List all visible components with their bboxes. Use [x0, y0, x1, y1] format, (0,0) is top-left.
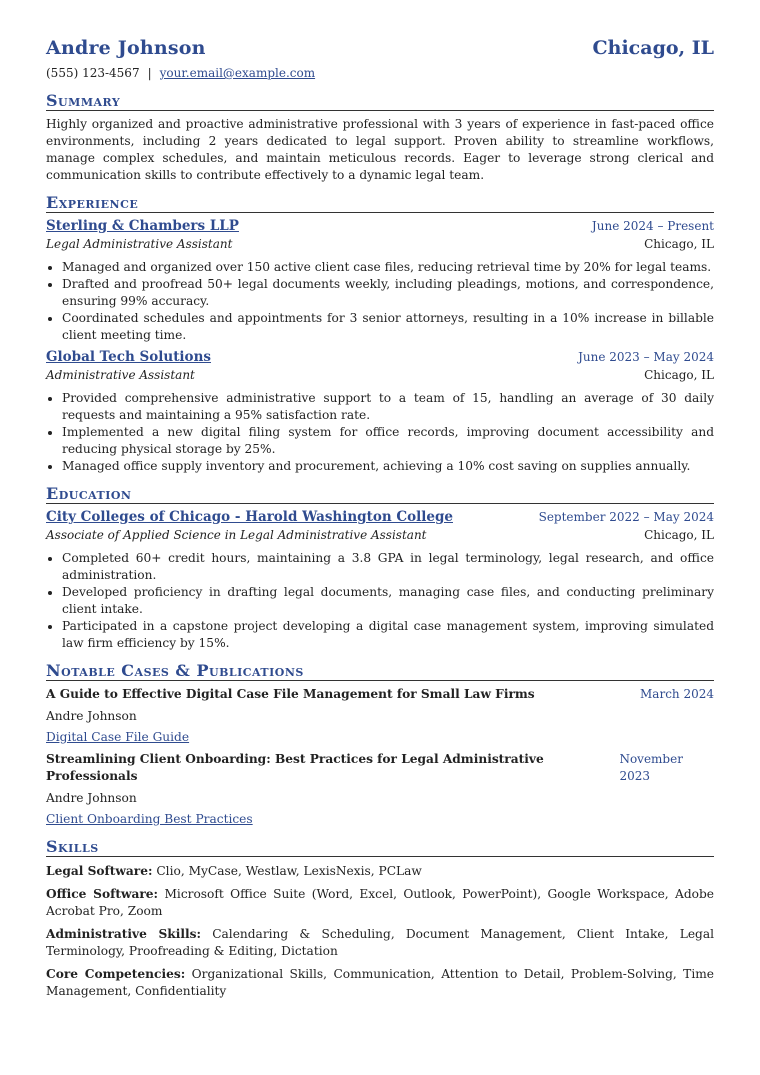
- publication-author: Andre Johnson: [46, 791, 137, 805]
- email-link[interactable]: your.email@example.com: [159, 66, 316, 80]
- summary-heading: Summary: [46, 91, 714, 111]
- list-item: • Managed office supply inventory and procurement, achieving a 10% cost saving on supplies annually.: [62, 458, 714, 475]
- education-heading: Education: [46, 484, 714, 504]
- skill-line: [46, 886, 714, 920]
- phone-number: (555) 123-4567: [46, 66, 140, 80]
- publication-date: March 2024: [640, 687, 714, 701]
- experience-heading: Experience: [46, 193, 714, 213]
- list-item: • Managed and organized over 150 active client case files, reducing retrieval time by 20% for legal teams.: [62, 259, 714, 276]
- experience-entry: [46, 218, 714, 344]
- school-link[interactable]: City Colleges of Chicago - Harold Washington College: [46, 509, 453, 525]
- list-item: • Completed 60+ credit hours, maintaining a 3.8 GPA in legal terminology, legal research, and office administration.: [62, 550, 714, 584]
- publications-heading: Notable Cases & Publications: [46, 661, 714, 681]
- education-bullets: [46, 550, 714, 652]
- candidate-name: Andre Johnson: [46, 37, 206, 59]
- publication-link[interactable]: Digital Case File Guide: [46, 730, 190, 744]
- publication-date: November 2023: [619, 752, 683, 783]
- candidate-location: Chicago, IL: [592, 37, 714, 59]
- skill-label: Office Software:: [46, 887, 159, 901]
- contact-line: [46, 65, 714, 82]
- job-role: Administrative Assistant: [46, 368, 195, 382]
- resume-header: [46, 37, 714, 59]
- school-location: Chicago, IL: [644, 528, 714, 542]
- list-item: • Participated in a capstone project developing a digital case management system, improving simulated law firm efficiency by 15%.: [62, 618, 714, 652]
- publication-link[interactable]: Client Onboarding Best Practices: [46, 812, 253, 826]
- job-dates: June 2024 – Present: [591, 219, 714, 233]
- list-item: • Drafted and proofread 50+ legal documents weekly, including pleadings, motions, and correspondence, ensuring 99% accuracy.: [62, 276, 714, 310]
- skill-value: Clio, MyCase, Westlaw, LexisNexis, PCLaw: [156, 864, 422, 878]
- skill-value: Organizational Skills, Communication, Attention to Detail, Problem-Solving, Time Management, Confidentiality: [46, 967, 714, 998]
- skill-line: [46, 863, 714, 880]
- education-entry: [46, 509, 714, 652]
- job-bullets: [46, 390, 714, 475]
- skills-heading: Skills: [46, 837, 714, 857]
- company-link[interactable]: Sterling & Chambers LLP: [46, 218, 239, 234]
- job-dates: June 2023 – May 2024: [578, 350, 714, 364]
- publication-title: A Guide to Effective Digital Case File Management for Small Law Firms: [46, 687, 535, 701]
- education-dates: September 2022 – May 2024: [538, 510, 714, 524]
- skill-label: Administrative Skills:: [46, 927, 201, 941]
- skill-value: Calendaring & Scheduling, Document Management, Client Intake, Legal Terminology, Proofreading & Editing, Dictation: [46, 927, 714, 958]
- skill-line: [46, 926, 714, 960]
- skill-label: Core Competencies:: [46, 967, 186, 981]
- job-location: Chicago, IL: [644, 368, 714, 382]
- company-link[interactable]: Global Tech Solutions: [46, 349, 211, 365]
- publication-entry: [46, 751, 714, 828]
- skill-line: [46, 966, 714, 1000]
- skill-label: Legal Software:: [46, 864, 153, 878]
- job-role: Legal Administrative Assistant: [46, 237, 233, 251]
- job-bullets: [46, 259, 714, 344]
- publication-entry: [46, 686, 714, 746]
- job-location: Chicago, IL: [644, 237, 714, 251]
- degree-name: Associate of Applied Science in Legal Administrative Assistant: [46, 528, 427, 542]
- list-item: • Implemented a new digital filing system for office records, improving document accessibility and reducing physical storage by 25%.: [62, 424, 714, 458]
- skill-value: Microsoft Office Suite (Word, Excel, Outlook, PowerPoint), Google Workspace, Adobe Acrobat Pro, Zoom: [46, 887, 715, 918]
- experience-entry: [46, 349, 714, 475]
- publication-author: Andre Johnson: [46, 709, 137, 723]
- list-item: • Developed proficiency in drafting legal documents, managing case files, and conducting preliminary client intake.: [62, 584, 714, 618]
- contact-separator: |: [147, 66, 152, 80]
- summary-text: Highly organized and proactive administrative professional with 3 years of experience in fast-paced office environments, including 2 years dedicated to legal support. Proven ability to streamline workflows, manage complex schedules, and maintain meticulous records. Eager to leverage strong clerical and communication skills to contribute effectively to a dynamic legal team.: [46, 117, 714, 182]
- list-item: • Coordinated schedules and appointments for 3 senior attorneys, resulting in a 10% increase in billable client meeting time.: [62, 310, 714, 344]
- publication-title: Streamlining Client Onboarding: Best Practices for Legal Administrative Professionals: [46, 752, 544, 783]
- list-item: • Provided comprehensive administrative support to a team of 15, handling an average of 30 daily requests and maintaining a 95% satisfaction rate.: [62, 390, 714, 424]
